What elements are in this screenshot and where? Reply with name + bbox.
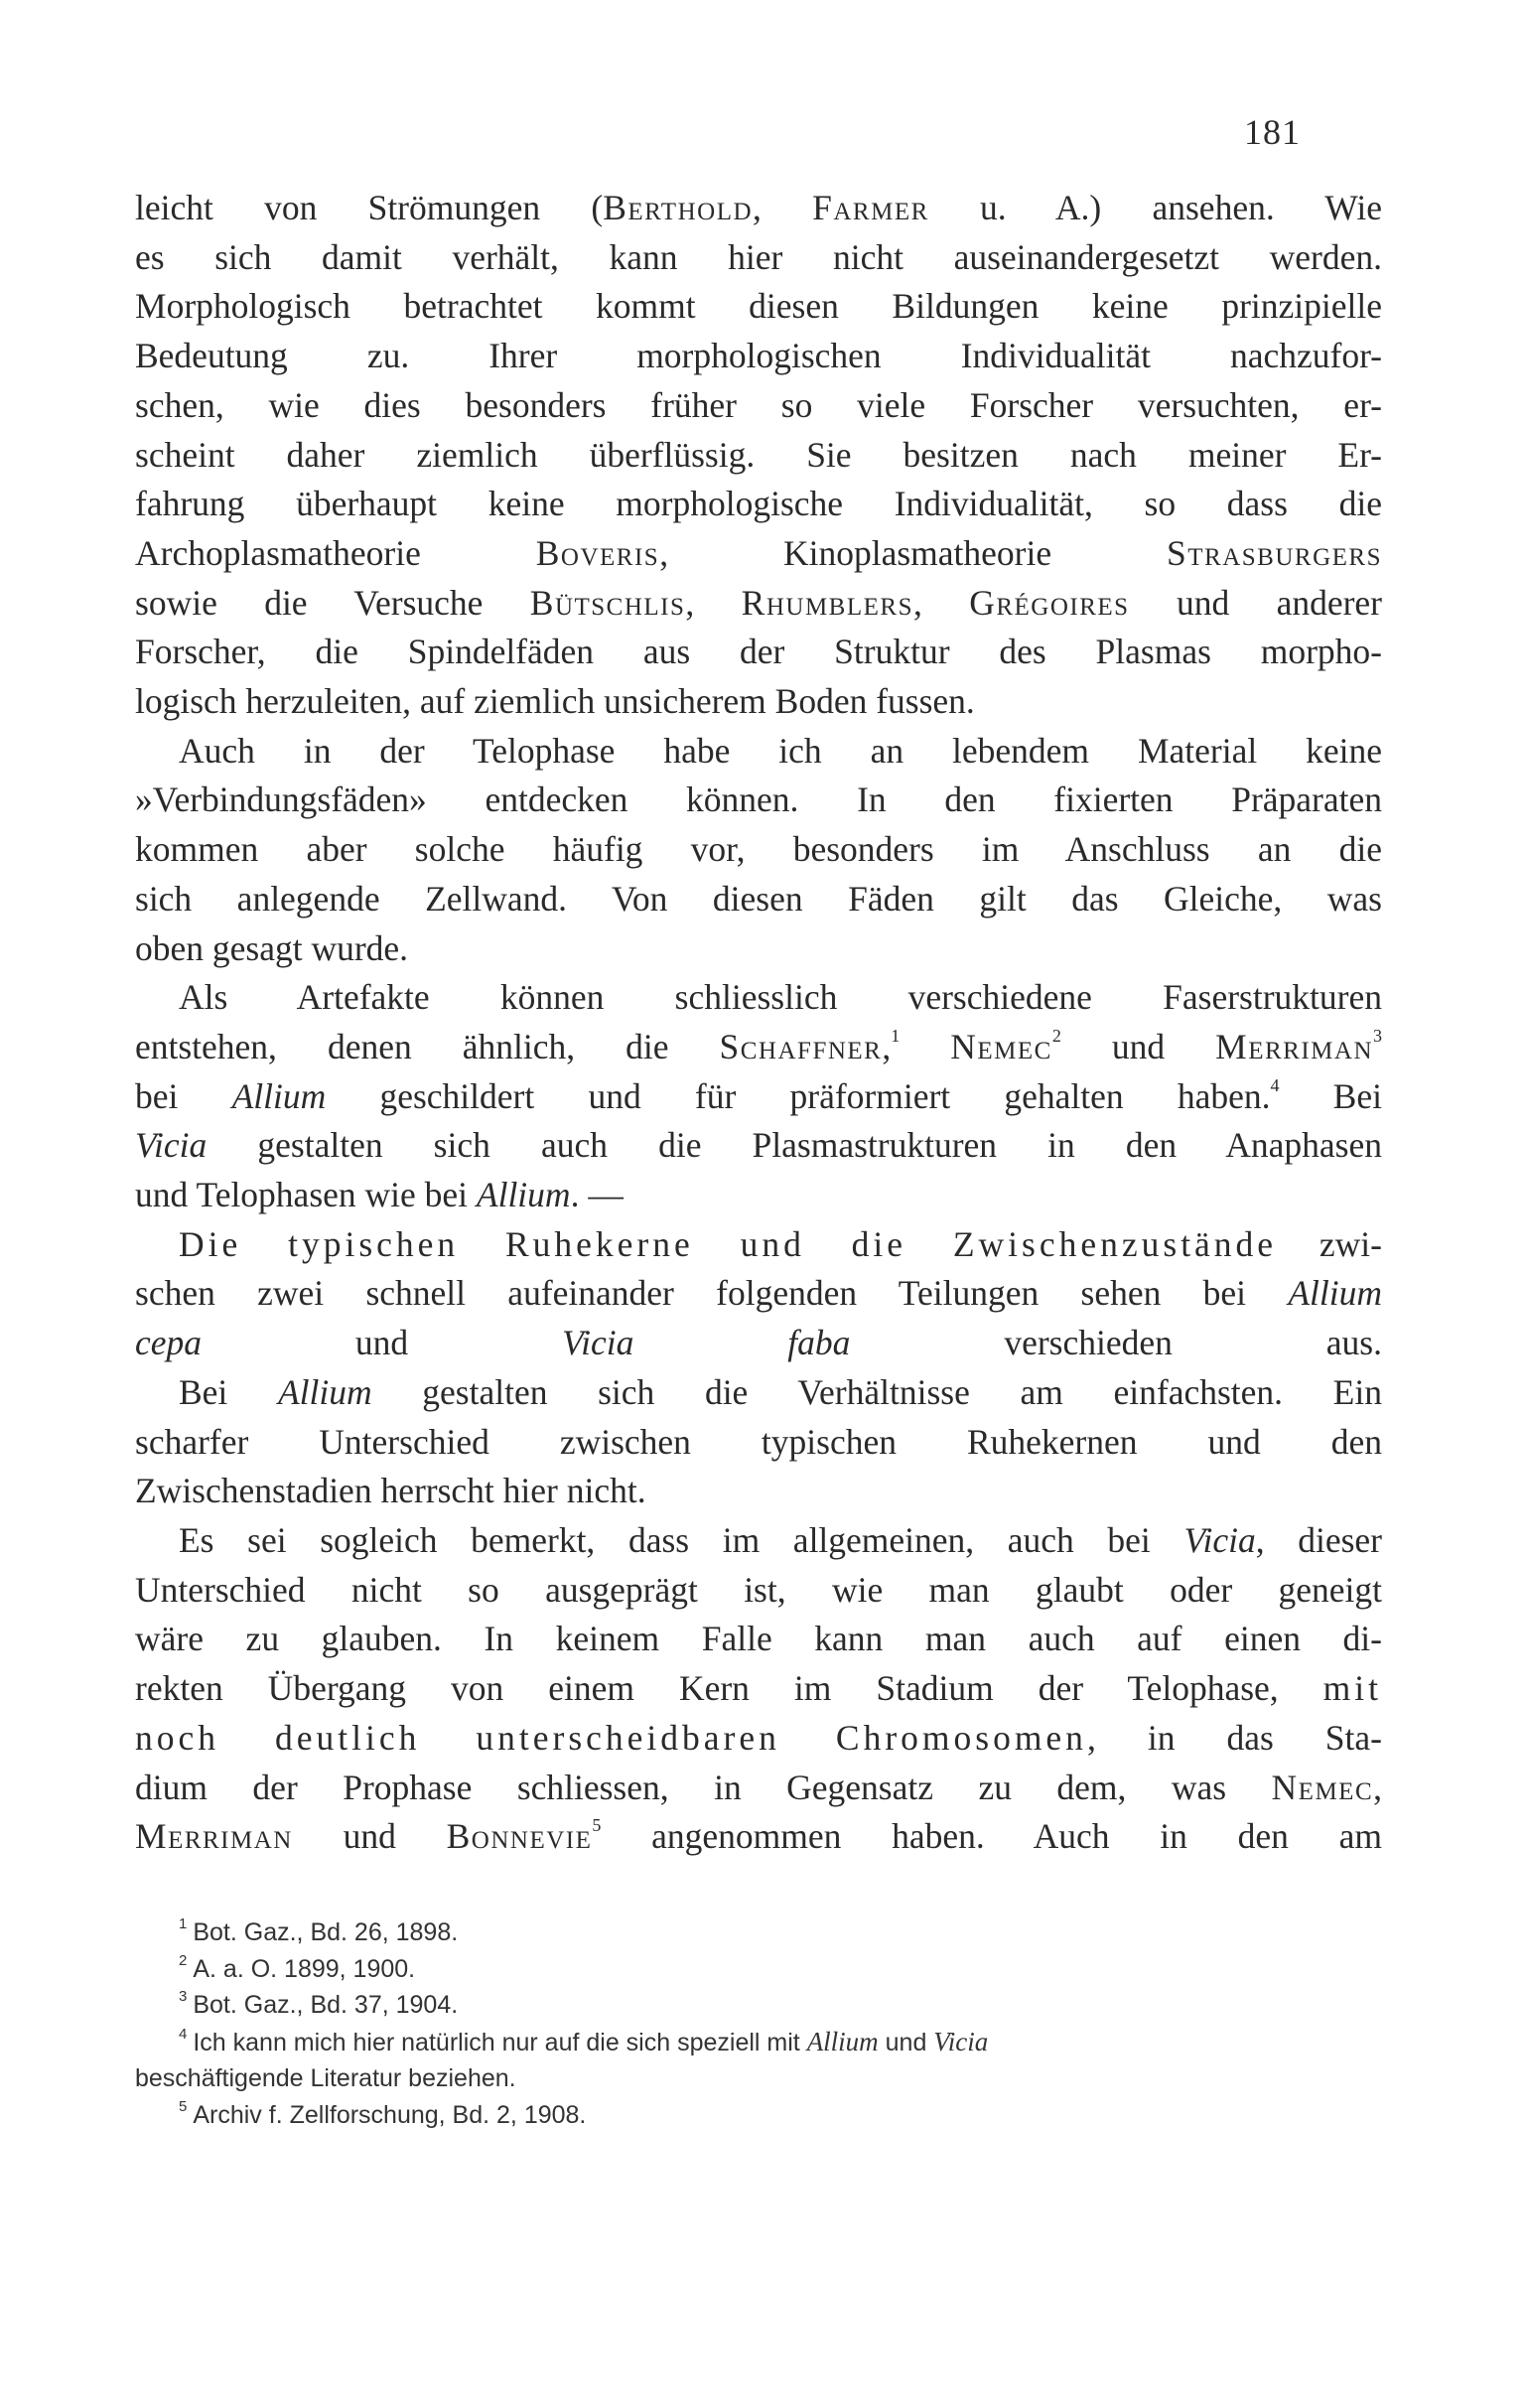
footnote-number: 1 — [179, 1915, 188, 1932]
text-run: , — [912, 582, 970, 623]
text-run: Forscher, die Spindelfäden aus der Struktur des Plasmas morpho- — [135, 632, 1382, 672]
footnote — [135, 2060, 1382, 2097]
text-line — [135, 579, 1382, 629]
author-name: Farmer — [812, 188, 929, 227]
author-name: Rhumblers — [741, 582, 913, 623]
footnote-ref: 1 — [891, 1025, 901, 1046]
body-text — [135, 184, 1382, 1862]
text-run: , — [882, 1026, 892, 1066]
taxon-name: Allium — [277, 1371, 372, 1412]
text-run: Als Artefakte können schliesslich verschiedene Faserstrukturen — [179, 977, 1382, 1018]
text-run: dium der Prophase schliessen, in Gegensatz zu dem, was — [135, 1767, 1272, 1807]
text-run: und — [292, 1816, 447, 1857]
text-line — [135, 184, 1382, 233]
text-line — [135, 727, 1382, 777]
text-line — [135, 529, 1382, 579]
text-line — [135, 480, 1382, 529]
text-run: Bot. Gaz., Bd. 26, 1898. — [193, 1918, 459, 1946]
text-run: entstehen, denen ähnlich, die — [135, 1026, 720, 1066]
text-line — [135, 1072, 1382, 1122]
text-run: angenommen haben. Auch in den am — [601, 1816, 1382, 1857]
footnote-ref: 4 — [1270, 1074, 1280, 1095]
text-line — [135, 1467, 1382, 1516]
text-run: Bedeutung zu. Ihrer morphologischen Individualität nachzufor- — [135, 336, 1382, 376]
text-run: , — [753, 188, 813, 227]
footnote-ref: 2 — [1051, 1025, 1061, 1046]
author-name: Schaffner — [719, 1026, 883, 1066]
text-run: Zwischenstadien herrscht hier nicht. — [135, 1471, 646, 1511]
text-run: Unterschied nicht so ausgeprägt ist, wie man glaubt oder geneigt — [135, 1569, 1382, 1610]
text-line — [135, 1615, 1382, 1664]
text-line — [135, 282, 1382, 332]
text-run: scheint daher ziemlich überflüssig. Sie besitzen nach meiner Er- — [135, 434, 1382, 475]
text-run: schen, wie dies besonders früher so viele Forscher versuchten, er- — [135, 384, 1382, 425]
taxon-name: Vicia faba — [562, 1323, 851, 1363]
text-run: rekten Übergang von einem Kern im Stadium der Telophase, — [135, 1668, 1323, 1709]
text-run: Es sei sogleich bemerkt, dass im allgemeinen, auch bei — [179, 1519, 1184, 1560]
text-line — [135, 332, 1382, 381]
spaced-emphasis: mit — [1322, 1668, 1382, 1709]
text-run: . — — [570, 1175, 624, 1215]
taxon-name: Vicia — [1183, 1519, 1256, 1560]
text-run: A. a. O. 1899, 1900. — [193, 1954, 416, 1983]
text-line — [135, 1319, 1382, 1368]
text-run: , Kinoplasmatheorie — [659, 532, 1168, 573]
text-run: zwi- — [1277, 1223, 1382, 1264]
text-line — [135, 1023, 1382, 1072]
text-line — [135, 677, 1382, 727]
text-run: und — [878, 2028, 934, 2056]
author-name: Bütschlis — [529, 582, 686, 623]
author-name: Nemec — [1271, 1767, 1374, 1807]
text-run: »Verbindungsfäden» entdecken können. In den fixierten Präparaten — [135, 779, 1382, 820]
author-name: Strasburgers — [1167, 532, 1382, 573]
text-line — [135, 628, 1382, 677]
taxon-name: Allium — [476, 1175, 571, 1215]
text-run: und — [202, 1323, 563, 1363]
text-run: fahrung überhaupt keine morphologische Individualität, so dass die — [135, 484, 1382, 524]
taxon-name: cepa — [135, 1323, 203, 1363]
text-line — [135, 1171, 1382, 1220]
footnote — [135, 2024, 1382, 2061]
text-line — [135, 1269, 1382, 1319]
text-run: wäre zu glauben. In keinem Falle kann man auch auf einen di- — [135, 1619, 1382, 1659]
footnote — [135, 1914, 1382, 1951]
text-run: verschieden aus. — [850, 1323, 1382, 1363]
author-name: Grégoires — [969, 582, 1130, 623]
text-run: Bei — [179, 1371, 278, 1412]
taxon-name: Vicia — [933, 2026, 989, 2056]
text-run: leicht von Strömungen ( — [135, 188, 604, 227]
author-name: Nemec — [950, 1026, 1052, 1066]
text-run: kommen aber solche häufig vor, besonders im Anschluss an die — [135, 829, 1382, 870]
text-run: sich anlegende Zellwand. Von diesen Fäden gilt das Gleiche, was — [135, 878, 1382, 919]
text-line — [135, 1368, 1382, 1418]
text-line — [135, 1220, 1382, 1270]
text-line — [135, 973, 1382, 1023]
footnotes — [135, 1914, 1382, 2133]
text-run: , — [685, 582, 742, 623]
text-run: u. A.) ansehen. Wie — [928, 188, 1382, 227]
footnote — [135, 1951, 1382, 1988]
text-run: Archiv f. Zellforschung, Bd. 2, 1908. — [193, 2100, 587, 2129]
text-run: gestalten sich die Verhältnisse am einfachsten. Ein — [371, 1371, 1382, 1412]
author-name: Merriman — [135, 1816, 293, 1857]
text-line — [135, 825, 1382, 875]
text-line — [135, 1418, 1382, 1468]
text-line — [135, 1516, 1382, 1566]
text-run: schen zwei schnell aufeinander folgenden Teilungen sehen bei — [135, 1273, 1289, 1314]
taxon-name: Allium — [1288, 1273, 1382, 1314]
text-run: es sich damit verhält, kann hier nicht auseinandergesetzt werden. — [135, 236, 1382, 277]
text-run: sowie die Versuche — [135, 582, 530, 623]
author-name: Boveris — [535, 532, 660, 573]
text-run: Auch in der Telophase habe ich an lebendem Material keine — [179, 730, 1382, 771]
footnote-ref: 3 — [1373, 1025, 1383, 1046]
footnote-number: 3 — [179, 1988, 188, 2005]
text-run: logisch herzuleiten, auf ziemlich unsicherem Boden fussen. — [135, 681, 975, 722]
author-name: Bonnevie — [446, 1816, 593, 1857]
footnote — [135, 2097, 1382, 2134]
text-run: und anderer — [1129, 582, 1382, 623]
text-run: gestalten sich auch die Plasmastrukturen in den Anaphasen — [207, 1125, 1382, 1166]
text-run: , dieser — [1255, 1519, 1383, 1560]
text-run: geschildert und für präformiert gehalten haben. — [326, 1075, 1271, 1116]
author-name: Berthold — [603, 188, 754, 227]
footnote — [135, 1987, 1382, 2024]
text-run: , in das Sta- — [1086, 1717, 1382, 1758]
text-line — [135, 1121, 1382, 1171]
page-number: 181 — [1244, 112, 1301, 152]
footnote-number: 2 — [179, 1951, 188, 1969]
spaced-emphasis: Die typischen Ruhekerne und die Zwischenzustände — [179, 1223, 1278, 1264]
text-run: Bei — [1279, 1075, 1382, 1116]
text-run: Ich kann mich hier natürlich nur auf die sich speziell mit — [193, 2028, 807, 2056]
text-line — [135, 233, 1382, 283]
text-run: Archoplasmatheorie — [135, 532, 536, 573]
text-run: bei — [135, 1075, 232, 1116]
text-line — [135, 1664, 1382, 1714]
taxon-name: Allium — [231, 1075, 327, 1116]
text-run: scharfer Unterschied zwischen typischen Ruhekernen und den — [135, 1421, 1382, 1462]
text-line — [135, 1566, 1382, 1616]
text-line — [135, 1812, 1382, 1862]
text-run: Bot. Gaz., Bd. 37, 1904. — [193, 1991, 459, 2019]
text-line — [135, 776, 1382, 825]
text-run — [900, 1027, 950, 1066]
text-run: beschäftigende Literatur beziehen. — [135, 2064, 516, 2092]
text-line — [135, 875, 1382, 924]
footnote-number: 5 — [179, 2097, 188, 2115]
text-run: oben gesagt wurde. — [135, 927, 409, 968]
text-run: , — [1373, 1767, 1382, 1807]
spaced-emphasis: noch deutlich unterscheidbaren Chromosomen — [135, 1717, 1087, 1758]
footnote-number: 4 — [179, 2025, 188, 2043]
text-line — [135, 924, 1382, 974]
author-name: Merriman — [1215, 1026, 1374, 1066]
text-line — [135, 1714, 1382, 1764]
taxon-name: Vicia — [135, 1125, 208, 1166]
footnote-ref: 5 — [592, 1815, 602, 1836]
text-run: und Telophasen wie bei — [135, 1175, 477, 1215]
taxon-name: Allium — [806, 2026, 879, 2056]
text-run: und — [1060, 1026, 1216, 1066]
text-line — [135, 1764, 1382, 1813]
text-line — [135, 431, 1382, 481]
text-line — [135, 381, 1382, 431]
text-run: Morphologisch betrachtet kommt diesen Bildungen keine prinzipielle — [135, 286, 1382, 327]
